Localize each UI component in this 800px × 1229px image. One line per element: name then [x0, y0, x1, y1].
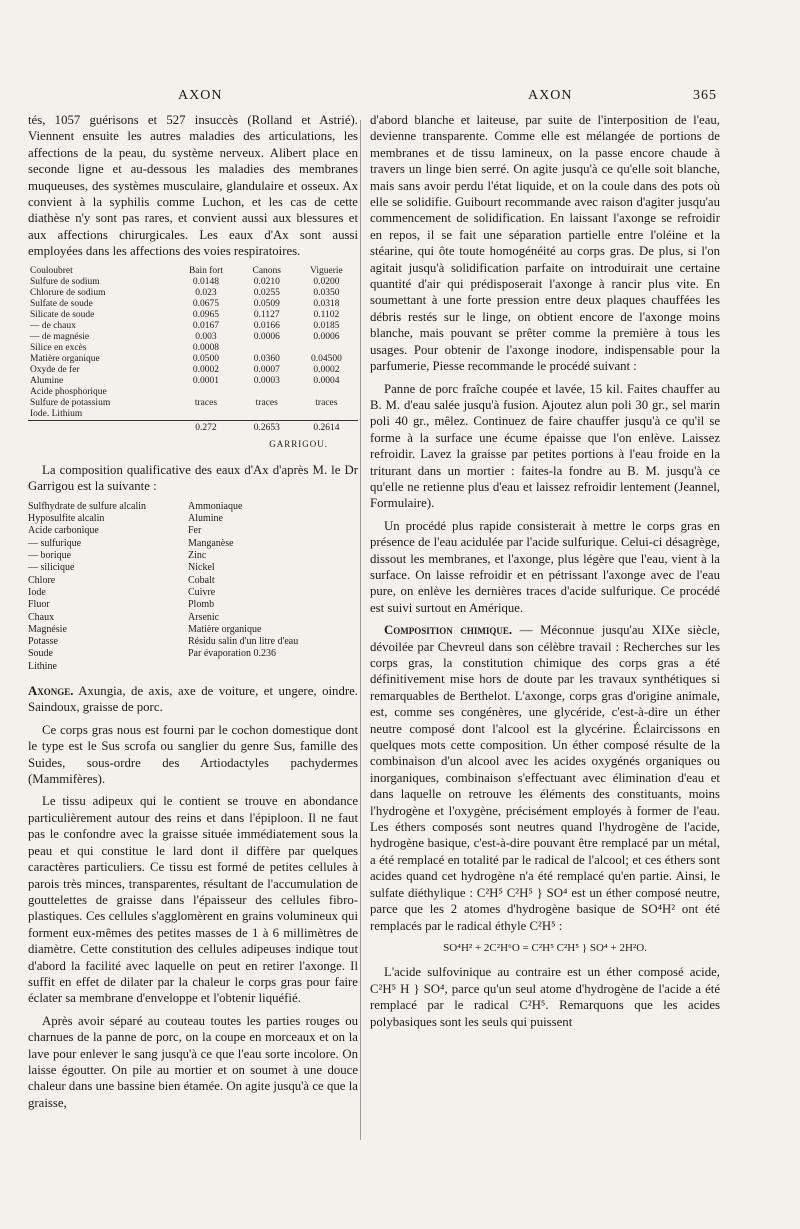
- table-row: [28, 288, 358, 299]
- qualitative-list-left: [28, 501, 188, 673]
- table-row: [28, 299, 358, 310]
- table-cell: 0.0002: [313, 364, 340, 375]
- table-cell: 0.003: [195, 331, 217, 342]
- table-cell: 0.04500: [310, 353, 342, 364]
- list-item: Soude: [28, 648, 53, 660]
- column-header: Bain fort: [188, 265, 223, 276]
- table-cell: 0.0360: [253, 353, 280, 364]
- table-signer: GARRIGOU.: [269, 438, 328, 449]
- column-header: Canons: [252, 265, 281, 276]
- table-cell: 0.0675: [192, 298, 220, 309]
- total-cell: 0.2614: [295, 420, 358, 434]
- table-cell: 0.0200: [313, 276, 340, 287]
- table-row: [28, 354, 358, 365]
- table-cell: 0.0509: [253, 298, 280, 309]
- list-item: Chaux: [28, 611, 55, 623]
- paragraph: tés, 1057 guérisons et 527 insuccès (Rolland et Astrié). Viennent ensuite les autres maladies des articulations, les affections de la peau, du système nerveux. Alibert place en seconde ligne et au-dessous les maladies des membranes muqueuses, des systèmes musculaire, glandulaire et osseux. Ax convient à la syphilis comme Luchon, et les cas de cette diathèse n'y sont pas rares, et convient aussi aux blessures et aux affections chirurgicales. Les eaux d'Ax sont aussi employées dans les affections des voies respiratoires.: [28, 113, 358, 259]
- table-row: [28, 365, 358, 376]
- row-label: Matière organique: [30, 353, 100, 364]
- list-item: Chlore: [28, 574, 56, 586]
- trace-cell: traces: [255, 397, 278, 408]
- section-heading: Composition chimique.: [384, 623, 513, 638]
- running-head-left: AXON: [178, 88, 223, 103]
- table-header-row: [28, 266, 358, 277]
- entry-definition: Axungia, de axis, axe de voiture, et ungere, oindre. Saindoux, graisse de porc.: [28, 684, 358, 715]
- table-cell: 0.0166: [253, 320, 280, 331]
- table-cell: 0.023: [195, 287, 217, 298]
- list-item: — borique: [28, 550, 72, 562]
- list-item: — sulfurique: [28, 537, 82, 549]
- table-row: [28, 277, 358, 288]
- table-row: [28, 310, 358, 321]
- table-cell: 0.0318: [313, 298, 340, 309]
- list-item: Alumine: [188, 513, 223, 525]
- list-item: Lithine: [28, 660, 57, 672]
- table-cell: 0.0002: [192, 364, 220, 375]
- paragraph: Après avoir séparé au couteau toutes les parties rouges ou charnues de la panne de porc, on la coupe en morceaux et on la lave pour enlever le sang jusqu'à ce que l'eau sorte incolore. On laisse égoutter. On pile au mortier et on soumet à une douce chaleur dans une bassine bien étamée. On agite jusqu'à ce que la graisse,: [28, 1013, 358, 1110]
- row-label: Acide phosphorique: [30, 386, 107, 397]
- list-item: Nickel: [188, 562, 215, 574]
- column-header: Viguerie: [310, 265, 343, 276]
- row-label: — de chaux: [30, 320, 76, 331]
- list-item: Acide carbonique: [28, 525, 99, 537]
- row-label: Sulfure de potassium: [30, 397, 111, 408]
- list-item: Par évaporation 0.236: [188, 648, 277, 660]
- chemical-formula: SO⁴H² + 2C²H⁶O = C²H⁵ C²H⁵ } SO⁴ + 2H²O.: [443, 941, 647, 954]
- table-cell: 0.0350: [313, 287, 340, 298]
- list-item: Hyposulfite alcalin: [28, 513, 105, 525]
- paragraph: Panne de porc fraîche coupée et lavée, 15 kil. Faites chauffer au B. M. d'eau salée jusqu'à fusion. Ajoutez alun poli 30 gr., sel marin poli 40 gr., mêlez. Continuez de faire chauffer jusqu'à ce qu'il se forme à la surface une écume épaisse que l'on enlève. Laissez refroidir. Lavez la graisse par petites portions à l'eau froide en la triturant dans un mortier : faites-la fondre au B. M. jusqu'à ce qu'elle ne retienne plus d'eau et laissez refroidir lentement (Jeannel, Formulaire).: [370, 381, 720, 511]
- row-label: Iode. Lithium: [30, 408, 83, 419]
- list-item: Sulfhydrate de sulfure alcalin: [28, 500, 147, 512]
- paragraph: Ce corps gras nous est fourni par le cochon domestique dont le type est le Sus scrofa ou sanglier du genre Sus, famille des Suides, sous-ordre des Artiodactyles pachydermes (Mammifères).: [28, 722, 358, 787]
- table-row: [28, 332, 358, 343]
- table-cell: 0.0004: [313, 375, 340, 386]
- list-item: Cobalt: [188, 574, 215, 586]
- row-label: Sulfate de soude: [30, 298, 93, 309]
- list-item: Manganèse: [188, 537, 234, 549]
- row-label: Alumine: [30, 375, 64, 386]
- table-cell: 0.0167: [192, 320, 220, 331]
- list-item: Potasse: [28, 636, 58, 648]
- left-column: [28, 112, 358, 1117]
- list-item: Cuivre: [188, 586, 216, 598]
- list-item: Ammoniaque: [188, 500, 243, 512]
- trace-cell: traces: [315, 397, 338, 408]
- row-label: Sulfure de sodium: [30, 276, 100, 287]
- right-column: [370, 112, 720, 1036]
- row-label: — de magnésie: [30, 331, 90, 342]
- trace-cell: traces: [194, 397, 218, 408]
- list-item: Résidu salin d'un litre d'eau: [188, 636, 299, 648]
- table-cell: [239, 343, 295, 354]
- list-item: Matière organique: [188, 623, 262, 635]
- table-cell: [295, 343, 358, 354]
- list-item: Iode: [28, 586, 46, 598]
- table-row: [28, 321, 358, 332]
- table-cell: 0.0965: [192, 309, 220, 320]
- table-row: [28, 387, 358, 398]
- table-cell: 0.1127: [253, 309, 280, 320]
- list-item: Arsenic: [188, 611, 220, 623]
- paragraph: Le tissu adipeux qui le contient se trouve en abondance particulièrement autour des reins et dans l'épiploon. Il ne faut pas le confondre avec la graisse située immédiatement sous la peau et qui constitue le lard dont il diffère par quelques caractères particuliers. Ce tissu est formé de petites cellules à parois très minces, transparentes, résultant de l'accumulation de gouttelettes de graisse dans l'épaisseur des cellules fibro-plastiques. Ces cellules s'agglomèrent en grains volumineux qui forment eux-mêmes des petites masses de 1 à 6 millimètres de diamètre. Cette constitution des cellules adipeuses indique tout d'abord la facilité avec laquelle on peut en retirer l'axonge. Il suffit en effet de dilater par la chaleur le corps gras pour faire éclater sa membrane d'enveloppe et l'obtenir liquéfié.: [28, 794, 358, 1006]
- list-item: Plomb: [188, 599, 215, 611]
- table-cell: 0.0007: [253, 364, 280, 375]
- table-row: [28, 343, 358, 354]
- table-cell: 0.0006: [313, 331, 340, 342]
- total-cell: 0.272: [173, 420, 239, 434]
- paragraph: d'abord blanche et laiteuse, par suite de l'interposition de l'eau, devienne transparente. Comme elle est mélangée de portions de membranes et de tissu lamineux, on la passe encore chaude à travers un linge bien serré. On agite jusqu'à ce qu'elle soit blanche, mais sans avoir perdu l'état liquide, et on la coule dans des pots où elle se solidifie. Guibourt recommande avec raison d'agiter jusqu'au commencement de solidification. En laissant l'axonge se refroidir en repos, il se fait une séparation partielle entre l'oléine et la stéarine, qui ôte toute homogénéité au corps gras. De plus, si l'on agitait jusqu'à solidification parfaite on introduirait une certaine quantité d'air qui prédisposerait l'axonge à rancir plus vite. En soumettant à une forte pression entre deux plaques chauffées les débris restés sur le linge, on obtient encore de l'axonge moins blanche, mais pouvant se prêter comme la première à tous les usages. Pour obtenir de l'axonge inodore, indispensable pour la parfumerie, Piesse recommande le procédé suivant :: [370, 113, 720, 374]
- table-cell: 0.0006: [253, 331, 280, 342]
- totals-row: [28, 420, 358, 434]
- list-item: Magnésie: [28, 623, 67, 635]
- paragraph: Un procédé plus rapide consisterait à mettre le corps gras en présence de l'eau acidulée par l'acide sulfurique. Celui-ci désagrège, dissout les membranes, et l'axonge, plus légère que l'eau, vient à la surface. On laisse refroidir et en pétrissant l'axonge avec de l'eau pure, on enlève les dernières traces d'acide sulfurique. Ce procédé est suivi surtout en Amérique.: [370, 518, 720, 615]
- total-cell: 0.2653: [239, 420, 295, 434]
- column-header: Couloubret: [30, 265, 73, 276]
- list-item: — silicique: [28, 562, 75, 574]
- table-cell: 0.0001: [192, 375, 220, 386]
- running-head-center: AXON: [528, 88, 573, 103]
- table-cell: 0.0500: [192, 353, 220, 364]
- table-cell: 0.0210: [253, 276, 280, 287]
- list-item: Zinc: [188, 550, 207, 562]
- page-number: 365: [693, 88, 717, 103]
- table-row: [28, 398, 358, 409]
- row-label: Chlorure de sodium: [30, 287, 106, 298]
- entry-headword: Axonge.: [28, 684, 74, 699]
- list-item: Fer: [188, 525, 202, 537]
- row-label: Silice en excès: [30, 342, 87, 353]
- paragraph-text: — Méconnue jusqu'au XIXe siècle, dévoilée par Chevreul dans son célèbre travail : Recherches sur les corps gras, la constitution chimique des corps gras a été définitivement mise hors de doute par les travaux synthétiques si remarquables de Berthelot. L'axonge, corps gras d'origine animale, est, comme ses congénères, une glycéride, c'est-à-dire un éther neutre composé dont l'alcool est la glycérine. Éclaircissons en quelques mots cette composition. Un éther composé résulte de la combinaison d'un alcool avec les acides oxygénés organiques ou inorganiques, combinaison s'effectuant avec élimination d'eau et dans laquelle on retrouve les éléments des constituants, moins l'hydrogène et l'oxygène, précisément employés à former de l'eau. Les éthers composés sont neutres quand l'hydrogène de l'acide, hydrogène basique, c'est-à-dire pouvant être remplacé par un métal, a été remplacé en totalité par le radical de l'alcool; et ces éthers sont acides quand cet hydrogène n'a été remplacé qu'en partie. Ainsi, le sulfate diéthylique : C²H⁵ C²H⁵ } SO⁴ est un éther composé neutre, parce que les 2 atomes d'hydrogène basique de SO⁴H² ont été remplacés par le radical éthyle C²H⁵ :: [370, 623, 720, 933]
- table-row: [28, 409, 358, 421]
- table-row: [28, 376, 358, 387]
- qualitative-list-right: [188, 501, 358, 673]
- paragraph: La composition qualificative des eaux d'Ax d'après M. le Dr Garrigou est la suivante :: [28, 463, 358, 494]
- table-cell: 0.0148: [192, 276, 220, 287]
- table-cell: 0.0185: [313, 320, 340, 331]
- column-divider: [360, 120, 361, 1140]
- axonge-entry: [28, 683, 358, 716]
- table-cell: 0.0008: [192, 342, 220, 353]
- mineral-composition-table: [28, 266, 358, 434]
- table-cell: 0.0255: [253, 287, 280, 298]
- paragraph: L'acide sulfovinique au contraire est un éther composé acide, C²H⁵ H } SO⁴, parce qu'un seul atome d'hydrogène de l'acide a été remplacé par le radical C²H⁵. Remarquons que les acides polybasiques sont les seuls qui puissent: [370, 965, 720, 1029]
- qualitative-list: [28, 501, 358, 673]
- table-cell: 0.1102: [313, 309, 340, 320]
- row-label: Silicate de soude: [30, 309, 95, 320]
- row-label: Oxyde de fer: [30, 364, 80, 375]
- table-cell: 0.0003: [253, 375, 280, 386]
- list-item: Fluor: [28, 599, 50, 611]
